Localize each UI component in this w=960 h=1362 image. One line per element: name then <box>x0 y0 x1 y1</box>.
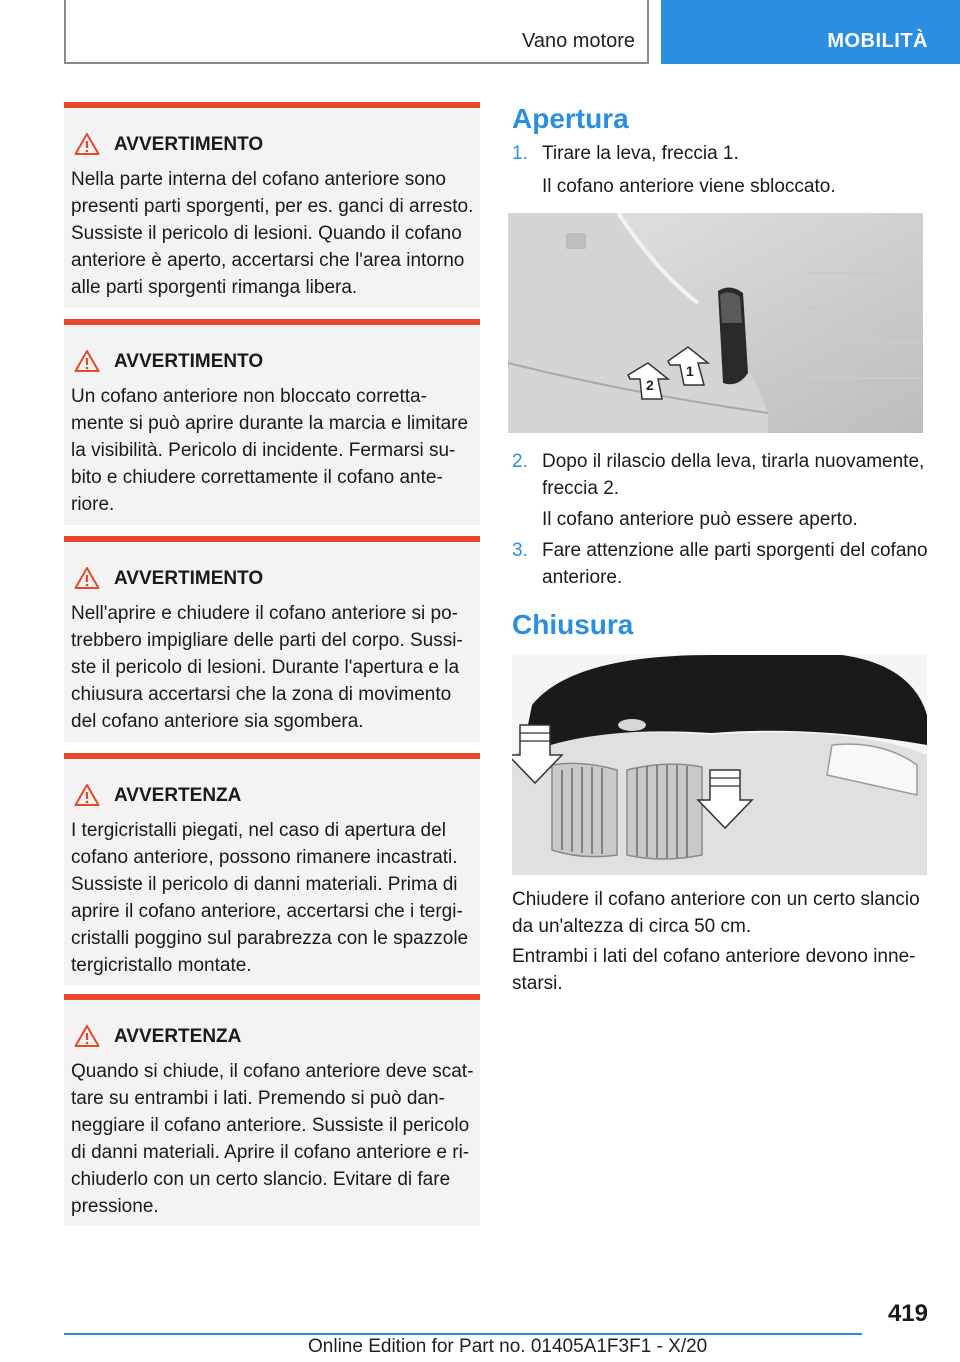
chiusura-paragraph-1: Chiudere il cofano anteriore con un certo slancio da un'altezza di circa 50 cm. <box>512 889 920 937</box>
step-number-2: 2. <box>512 451 528 472</box>
step-text-2: Dopo il rilascio della leva, tirarla nuovamente, freccia 2. <box>542 451 925 499</box>
step-note-1: Il cofano anteriore viene sbloccato. <box>542 176 836 197</box>
step-text-3: Fare attenzione alle parti sporgenti del cofano anteriore. <box>542 540 928 588</box>
step-number-1: 1. <box>512 143 528 164</box>
warning-triangle-icon <box>74 1024 100 1048</box>
header-section-box <box>64 0 649 64</box>
warning-triangle-icon <box>74 783 100 807</box>
warning-box-4 <box>64 753 480 985</box>
warning-title: AVVERTENZA <box>114 785 242 806</box>
warning-text: Quando si chiude, il cofano anteriore deve scat-tare su entrambi i lati. Premendo si può dan-neggiare il cofano anteriore. Sussiste il pericolo di danni materiali. Aprire il cofano anteriore e ri-chiuderlo con un certo slancio. Evitare di fare pressione. <box>71 1061 474 1217</box>
figure-label-2: 2 <box>646 377 654 393</box>
header-chapter-tab[interactable] <box>661 0 960 64</box>
step-number-3: 3. <box>512 540 528 561</box>
warning-triangle-icon <box>74 132 100 156</box>
warning-box-2 <box>64 319 480 525</box>
edition-text[interactable]: Online Edition for Part no. 01405A1F3F1 - X/20 <box>308 1336 708 1357</box>
closing-hood-image <box>512 655 927 875</box>
hood-release-lever-image <box>508 213 923 433</box>
warning-box-5 <box>64 994 480 1226</box>
footer-divider <box>64 1333 862 1335</box>
warning-text: Un cofano anteriore non bloccato corretta-mente si può aprire durante la marcia e limitare la visibilità. Pericolo di incidente. Fermarsi su-bito e chiudere correttamente il cofano ante-riore. <box>71 386 469 515</box>
warning-text: I tergicristalli piegati, nel caso di apertura del cofano anteriore, possono rimanere incastrati. Sussiste il pericolo di danni materiali. Prima di aprire il cofano anteriore, accertarsi che i tergi-cristalli poggino sul parabrezza con le spazzole tergicristallo montate. <box>71 820 469 976</box>
section-title: Vano motore <box>521 30 635 52</box>
warning-title: AVVERTENZA <box>114 1026 242 1047</box>
warning-box-1 <box>64 102 480 308</box>
chiusura-paragraph-2: Entrambi i lati del cofano anteriore devono inne-starsi. <box>512 946 916 994</box>
warning-box-3 <box>64 536 480 742</box>
warning-text: Nell'aprire e chiudere il cofano anteriore si po-trebbero impigliare delle parti del corpo. Sussi-ste il pericolo di lesioni. Durante l'apertura e la chiusura accertarsi che la zona di movimento del cofano anteriore sia sgombera. <box>71 603 463 732</box>
warning-triangle-icon <box>74 566 100 590</box>
warning-triangle-icon <box>74 349 100 373</box>
step-note-2: Il cofano anteriore può essere aperto. <box>542 509 858 530</box>
warning-title: AVVERTIMENTO <box>114 568 264 589</box>
warning-text: Nella parte interna del cofano anteriore sono presenti parti sporgenti, per es. ganci di arresto. Sussiste il pericolo di lesioni. Quando il cofano anteriore è aperto, accertarsi che l'area intorno alle parti sporgenti rimanga libera. <box>71 169 474 298</box>
warning-title: AVVERTIMENTO <box>114 351 264 372</box>
page-number: 419 <box>887 1300 928 1327</box>
step-text-1: Tirare la leva, freccia 1. <box>542 143 739 164</box>
heading-chiusura: Chiusura <box>512 609 634 640</box>
warning-title: AVVERTIMENTO <box>114 134 264 155</box>
figure-label-1: 1 <box>686 363 694 379</box>
heading-apertura: Apertura <box>512 103 629 134</box>
chapter-label: MOBILITÀ <box>827 30 928 52</box>
